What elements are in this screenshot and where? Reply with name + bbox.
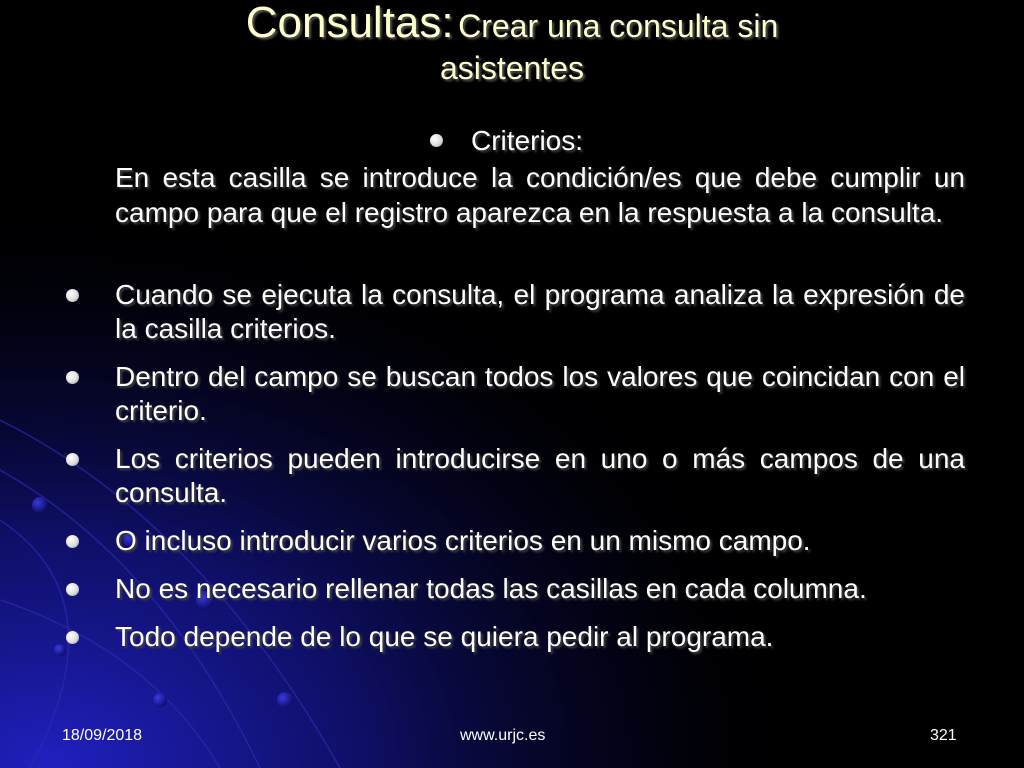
title-subtitle: Crear una consulta sin — [458, 8, 779, 44]
bullet-dot-icon — [66, 583, 79, 596]
footer-date: 18/09/2018 — [62, 727, 143, 744]
list-item-text: Los criterios pueden introducirse en uno o más campos de una consulta. — [115, 443, 965, 508]
criterios-heading — [430, 125, 583, 157]
list-item-text: O incluso introducir varios criterios en un mismo campo. — [115, 525, 811, 556]
footer-page-number: 321 — [930, 727, 957, 744]
list-item — [62, 442, 965, 510]
title-line-1 — [0, 0, 1024, 46]
bullet-dot-icon — [66, 631, 79, 644]
list-item — [62, 620, 965, 654]
bullet-dot-icon — [66, 535, 79, 548]
list-item — [62, 572, 965, 606]
bullet-list — [62, 278, 965, 668]
footer-url: www.urjc.es — [460, 727, 546, 744]
bullet-dot-icon — [430, 134, 443, 147]
slide-title — [0, 0, 1024, 86]
list-item — [62, 524, 965, 558]
title-main: Consultas: — [245, 0, 454, 47]
list-item-text: Cuando se ejecuta la consulta, el programa analiza la expresión de la casilla criterios. — [115, 279, 965, 344]
bullet-dot-icon — [66, 371, 79, 384]
list-item-text: Todo depende de lo que se quiera pedir al programa. — [115, 621, 774, 652]
title-subtitle-line-2: asistentes — [439, 50, 585, 87]
list-item-text: No es necesario rellenar todas las casillas en cada columna. — [115, 573, 867, 604]
list-item — [62, 278, 965, 346]
list-item-text: Dentro del campo se buscan todos los valores que coincidan con el criterio. — [115, 361, 965, 426]
bullet-dot-icon — [66, 289, 79, 302]
bullet-dot-icon — [66, 453, 79, 466]
criterios-description: En esta casilla se introduce la condición/es que debe cumplir un campo para que el registro aparezca en la respuesta a la consulta. — [115, 162, 965, 228]
criterios-heading-label: Criterios: — [471, 125, 584, 156]
list-item — [62, 360, 965, 428]
